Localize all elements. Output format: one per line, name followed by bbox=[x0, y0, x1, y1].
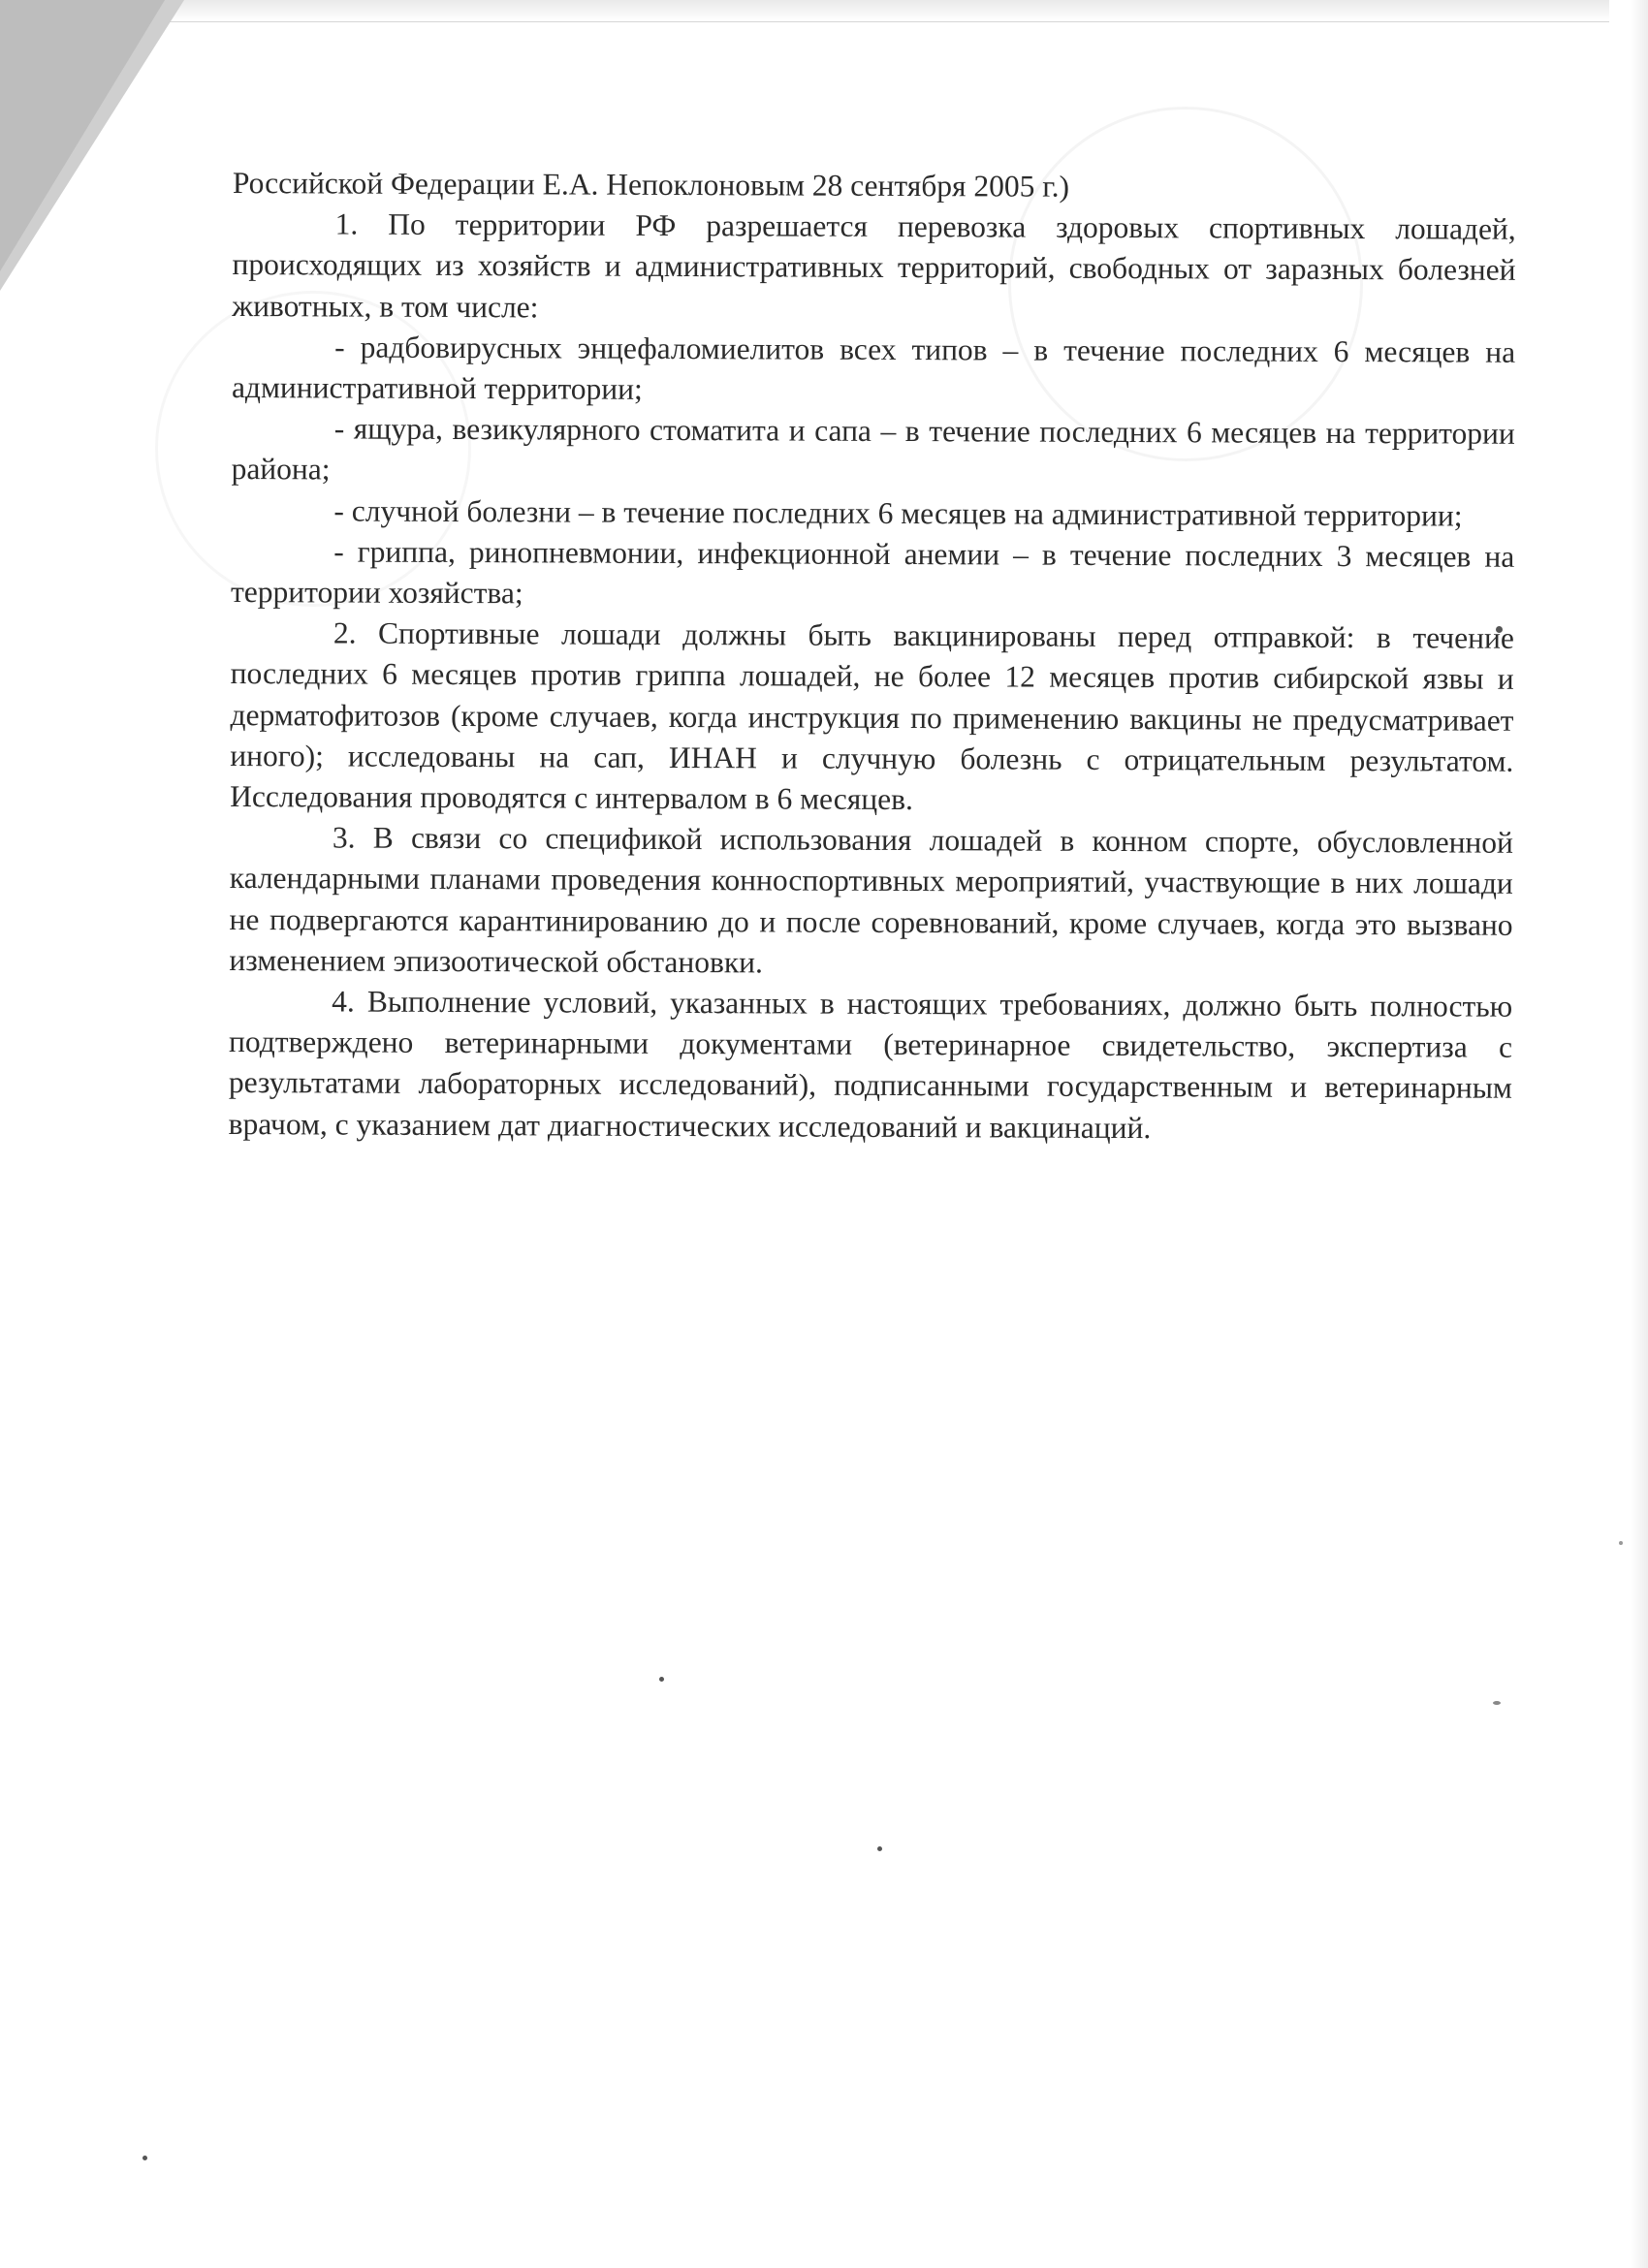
scan-speck bbox=[143, 2156, 147, 2160]
list-item-foot-and-mouth: - ящура, везикулярного стоматита и сапа – в течение последних 6 месяцев на территории района; bbox=[231, 411, 1515, 487]
sheet-top-edge bbox=[165, 0, 1609, 22]
list-item-dourine: - случной болезни – в течение последних 6 месяцев на административной территории; bbox=[333, 493, 1463, 533]
scan-speck bbox=[877, 1846, 882, 1851]
paragraph-3: 3. В связи со спецификой использования лошадей в конном спорте, обусловленной календарными планами проведения конноспортивных мероприятий, участвующие в них лошади не подвергаются карантинированию до и после соревнований, кроме случаев, когда это вызвано изменением эпизоотической обстановки. bbox=[229, 820, 1514, 980]
sheet-right-edge bbox=[1631, 0, 1648, 2268]
scan-speck bbox=[1619, 1541, 1623, 1545]
paragraph-2: 2. Спортивные лошади должны быть вакцинированы перед отправкой: в течение последних 6 месяцев против гриппа лошадей, не более 12 месяцев против сибирской язвы и дерматофитозов (кроме случаев, когда инструкция по применению вакцины не предусматривает иного); исследованы на сап, ИНАН и случную болезнь с отрицательным результатом. Исследования проводятся с интервалом в 6 месяцев. bbox=[230, 615, 1514, 817]
folded-corner-shadow bbox=[0, 0, 165, 271]
scan-speck bbox=[1493, 1701, 1501, 1705]
scan-speck bbox=[659, 1677, 664, 1682]
document-body bbox=[229, 163, 1516, 1150]
list-item-influenza: - гриппа, ринопневмонии, инфекционной анемии – в течение последних 3 месяцев на территории хозяйства; bbox=[230, 534, 1515, 611]
paragraph-1: 1. По территории РФ разрешается перевозка здоровых спортивных лошадей, происходящих из хозяйств и административных территорий, свободных от заразных болезней животных, в том числе: bbox=[232, 206, 1516, 324]
list-item-rabdovirus: - радбовирусных энцефаломиелитов всех типов – в течение последних 6 месяцев на административной территории; bbox=[231, 330, 1516, 406]
paragraph-4: 4. Выполнение условий, указанных в настоящих требованиях, должно быть полностью подтверждено ветеринарными документами (ветеринарное свидетельство, экспертиза с результатами лабораторных исследований), подписанными государственным и ветеринарным врачом, с указанием дат диагностических исследований и вакцинаций. bbox=[228, 984, 1513, 1145]
intro-line: Российской Федерации Е.А. Непоклоновым 28 сентября 2005 г.) bbox=[232, 165, 1070, 204]
